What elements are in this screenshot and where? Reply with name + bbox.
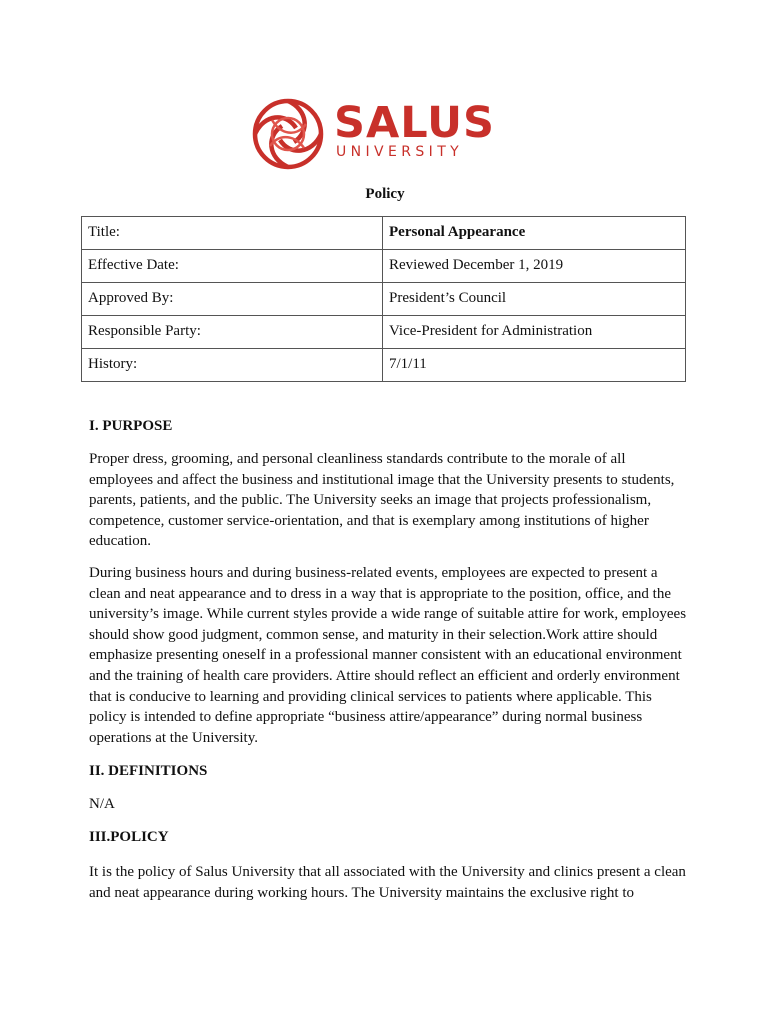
logo-mark-icon <box>250 94 330 174</box>
row-value: Personal Appearance <box>383 217 686 250</box>
purpose-heading: I. PURPOSE <box>89 418 173 434</box>
salus-university-logo <box>250 94 496 172</box>
policy-paragraph: It is the policy of Salus University that all associated with the University and clinics present a clean and neat appearance during working hours. The University maintains the exclusive right to <box>89 864 686 901</box>
table-row <box>82 316 686 349</box>
document-type-heading: Policy <box>365 186 405 202</box>
table-row <box>82 217 686 250</box>
policy-metadata-table <box>81 216 686 382</box>
row-value: President’s Council <box>383 283 686 316</box>
row-value: Vice-President for Administration <box>383 316 686 349</box>
purpose-paragraph-1: Proper dress, grooming, and personal cleanliness standards contribute to the morale of all employees and affect the business and institutional image that the University presents to students, parents, patients, and the public. The University seeks an image that projects professionalism, competence, customer service-orientation, and that is exemplary among institutions of higher education. <box>89 451 675 550</box>
row-label: Title: <box>82 217 383 250</box>
row-label: Effective Date: <box>82 250 383 283</box>
table-row <box>82 349 686 382</box>
row-value: Reviewed December 1, 2019 <box>383 250 686 283</box>
purpose-paragraph-2: During business hours and during business-related events, employees are expected to present a clean and neat appearance and to dress in a way that is appropriate to the position, office, and the university’s image. While current styles provide a wide range of suitable attire for work, employees should show good judgment, common sense, and maturity in their selection.Work attire should emphasize presenting oneself in a professional manner consistent with an educational environment and the training of health care providers. Attire should reflect an efficient and orderly environment that is conducive to learning and providing clinical services to patients where applicable. This policy is intended to define appropriate “business attire/appearance” during normal business operations at the University. <box>89 565 687 746</box>
row-label: Responsible Party: <box>82 316 383 349</box>
definitions-heading: II. DEFINITIONS <box>89 763 208 779</box>
row-label: History: <box>82 349 383 382</box>
logo-name: SALUS <box>334 98 496 148</box>
definitions-text: N/A <box>89 796 115 812</box>
table-row <box>82 283 686 316</box>
row-label: Approved By: <box>82 283 383 316</box>
policy-heading: III.POLICY <box>89 829 169 845</box>
row-value: 7/1/11 <box>383 349 686 382</box>
table-row <box>82 250 686 283</box>
logo-subtitle: UNIVERSITY <box>336 144 464 160</box>
